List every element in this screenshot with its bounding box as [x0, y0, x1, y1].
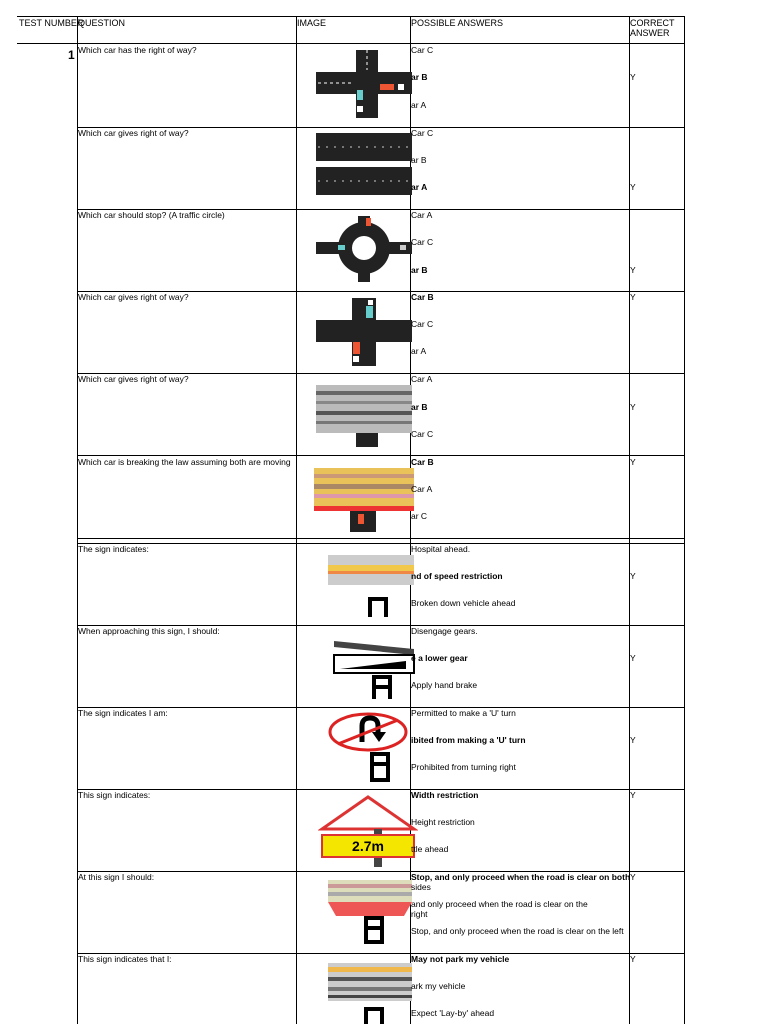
answer-option: Broken down vehicle ahead	[411, 598, 516, 608]
correct-mark: Y	[630, 182, 636, 192]
row-rule	[77, 455, 684, 456]
question-text: Which car gives right of way?	[78, 374, 189, 384]
test-number: 1	[68, 48, 75, 62]
answer-option: ar B	[411, 402, 428, 412]
answer-option: Car C	[411, 319, 434, 329]
question-text: Which car gives right of way?	[78, 128, 189, 138]
answer-option: Disengage gears.	[411, 626, 478, 636]
question-text: This sign indicates that I:	[78, 954, 172, 964]
correct-mark: Y	[630, 72, 636, 82]
correct-mark: Y	[630, 872, 636, 882]
answer-option: Car C	[411, 237, 434, 247]
width-sign-label: 2.7m	[352, 838, 384, 854]
answer-option: ar A	[411, 100, 427, 110]
question-text: The sign indicates:	[78, 544, 149, 554]
col-divider	[296, 16, 297, 1024]
steep-descent-sign-icon	[312, 633, 416, 699]
answer-option: ark my vehicle	[411, 981, 466, 991]
answer-option: Stop, and only proceed when the road is clear on both	[411, 872, 631, 882]
answer-option: ar B	[411, 155, 427, 165]
header-question: QUESTION	[78, 18, 126, 28]
correct-mark: Y	[630, 402, 636, 412]
col-divider	[684, 16, 685, 1024]
answer-option: May not park my vehicle	[411, 954, 510, 964]
row-rule	[77, 538, 684, 539]
no-parking-sign-icon	[312, 961, 416, 1024]
t-junction-icon	[312, 298, 416, 366]
answer-option: Width restriction	[411, 790, 479, 800]
answer-option: Prohibited from turning right	[411, 762, 516, 772]
answer-option: Height restriction	[411, 817, 475, 827]
road-sign-icon	[312, 551, 416, 617]
answer-option: Expect 'Lay-by' ahead	[411, 1008, 495, 1018]
answer-option: nd of speed restriction	[411, 571, 503, 581]
answer-option: ar A	[411, 182, 428, 192]
question-text: When approaching this sign, I should:	[78, 626, 220, 636]
header-possible-answers: POSSIBLE ANSWERS	[411, 18, 504, 28]
answer-option: Car A	[411, 210, 433, 220]
intersection-icon	[312, 50, 416, 118]
answer-option: ttle ahead	[411, 844, 449, 854]
answer-option: Stop, and only proceed when the road is clear on the left	[411, 926, 624, 936]
answer-option: Car B	[411, 292, 434, 302]
answer-option: Apply hand brake	[411, 680, 478, 690]
answer-option-continued: right	[411, 909, 428, 919]
answer-option: Car A	[411, 484, 433, 494]
answer-option: Car C	[411, 429, 434, 439]
answer-option: Car B	[411, 457, 434, 467]
correct-mark: Y	[630, 954, 636, 964]
answer-option: e a lower gear	[411, 653, 468, 663]
roundabout-icon	[312, 216, 416, 282]
correct-mark: Y	[630, 265, 636, 275]
answer-option: Car A	[411, 374, 433, 384]
answer-option: ar B	[411, 265, 428, 275]
question-text: Which car gives right of way?	[78, 292, 189, 302]
answer-option-continued: sides	[411, 882, 431, 892]
question-text: This sign indicates:	[78, 790, 151, 800]
correct-mark: Y	[630, 653, 636, 663]
answer-option: Car C	[411, 128, 434, 138]
correct-mark: Y	[630, 292, 636, 302]
question-text: Which car is breaking the law assuming both are moving	[78, 457, 291, 467]
question-text: Which car has the right of way?	[78, 45, 197, 55]
question-text: At this sign I should:	[78, 872, 155, 882]
no-u-turn-sign-icon	[312, 712, 416, 782]
answer-option: Hospital ahead.	[411, 544, 471, 554]
correct-mark: Y	[630, 790, 636, 800]
answer-option: ibited from making a 'U' turn	[411, 735, 526, 745]
header-top-rule	[17, 16, 684, 17]
answer-option: Permitted to make a 'U' turn	[411, 708, 516, 718]
question-text: Which car should stop? (A traffic circle)	[78, 210, 225, 220]
width-restriction-sign-icon	[318, 795, 418, 867]
road-scene-icon	[312, 464, 416, 532]
blurred-road-icon	[312, 381, 416, 447]
header-correct-answer: CORRECT ANSWER	[630, 18, 675, 38]
road-icon	[312, 133, 416, 197]
answer-option: ar B	[411, 72, 428, 82]
correct-mark: Y	[630, 735, 636, 745]
answer-option: and only proceed when the road is clear on the	[411, 899, 588, 909]
correct-mark: Y	[630, 571, 636, 581]
header-bottom-rule	[17, 43, 684, 44]
answer-option: ar A	[411, 346, 427, 356]
answer-option: ar C	[411, 511, 428, 521]
question-text: The sign indicates I am:	[78, 708, 168, 718]
correct-mark: Y	[630, 457, 636, 467]
stop-sign-icon	[312, 878, 416, 944]
header-image: IMAGE	[297, 18, 327, 28]
answer-option: Car C	[411, 45, 434, 55]
header-test-number: TEST NUMBER	[19, 18, 84, 28]
